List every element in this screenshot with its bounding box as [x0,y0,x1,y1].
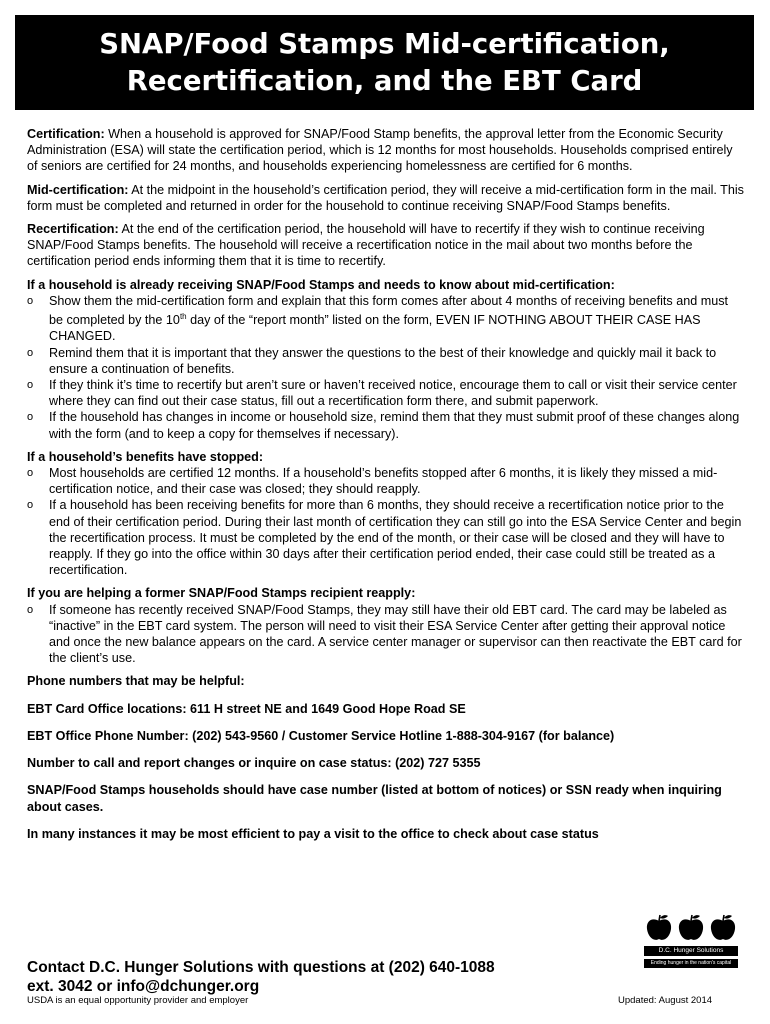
certification-paragraph [27,126,745,175]
contact-block [27,958,587,996]
bullet-text: Most households are certified 12 months. If a household’s benefits stopped after 6 months, it is likely they missed a mid-certification notice, and their case was closed; they should reapply. [49,466,718,497]
list-item [27,497,745,578]
contact-line-2: ext. 3042 or info@dchunger.org [27,978,260,995]
bullet-marker: o [27,379,34,392]
recertification-paragraph [27,221,745,270]
logo-name: D.C. Hunger Solutions [644,946,738,957]
bullet-text: If someone has recently received SNAP/Food Stamps, they may still have their old EBT card. The card may be labeled as “inactive” in the EBT card system. The person will need to visit their ESA Service Center after getting their approval notice and once the new balance appears on the card. A service center manager or supervisor can then reactivate the EBT card for the client’s use. [49,602,742,666]
visit-office-note: In many instances it may be most efficient to pay a visit to the office to check about case status [27,826,599,841]
section-stopped-list [27,465,745,578]
section-midcert-list [27,293,745,442]
superscript: th [179,312,187,322]
midcertification-label: Mid-certification: [27,182,129,197]
section-reapply-heading: If you are helping a former SNAP/Food Stamps recipient reapply: [27,586,416,601]
ebt-office-phone: EBT Office Phone Number: (202) 543-9560 / Customer Service Hotline 1-888-304-9167 (for balance) [27,728,615,743]
bullet-marker: o [27,467,34,480]
certification-text: When a household is approved for SNAP/Food Stamp benefits, the approval letter from the Economic Security Administration (ESA) will state the certification period, which is 12 months for most households. Households comprised entirely of seniors are certified for 24 months, and households experiencing homelessness are certified for 6 months. [27,127,733,174]
bullet-text: Show them the mid-certification form and explain that this form comes after about 4 months of receiving benefits and must be completed by the 10 [49,293,728,328]
section-midcert-heading: If a household is already receiving SNAP/Food Stamps and needs to know about mid-certification: [27,277,615,292]
bullet-marker: o [27,499,34,512]
page-title-line-1: SNAP/Food Stamps Mid-certification, [99,27,670,60]
bullet-text: If the household has changes in income or household size, remind them that they must submit proof of these changes along with the form (and to keep a copy for themselves if necessary). [49,410,740,441]
list-item [27,602,745,667]
contact-line-1: Contact D.C. Hunger Solutions with questions at (202) 640-1088 [27,959,495,976]
ebt-locations: EBT Card Office locations: 611 H street NE and 1649 Good Hope Road SE [27,701,466,716]
list-item [27,345,745,377]
page-title-line-2: Recertification, and the EBT Card [126,64,643,97]
list-item [27,293,745,345]
certification-label: Certification: [27,127,105,141]
title-banner [15,15,754,110]
section-stopped-heading: If a household’s benefits have stopped: [27,449,264,464]
bullet-text: If they think it’s time to recertify but aren’t sure or haven’t received notice, encourage them to call or visit their service center where they can find out their case status, fill out a recertification form there, and submit paperwork. [49,378,737,409]
phones-heading: Phone numbers that may be helpful: [27,674,245,689]
bullet-text: If a household has been receiving benefits for more than 6 months, they should receive a recertification notice prior to the end of their certification period. During their last month of certification they can still go into the ESA Service Center and begin the recertification process. It must be completed by the end of the month, or their case will be closed and they will have to reapply. If they go into the office within 30 days after their certification period ended, their case could still be treated as a recertification. [49,498,742,578]
bullet-text: day of the “report month” listed on the form, EVEN IF NOTHING ABOUT THEIR CASE HAS CHANGED. [49,313,701,344]
dc-hunger-solutions-logo [644,914,738,982]
apple-icon [710,914,736,942]
apple-icon [646,914,672,942]
list-item [27,409,745,441]
usda-statement: USDA is an equal opportunity provider and employer [27,995,249,1006]
recertification-label: Recertification: [27,222,119,237]
bullet-marker: o [27,294,34,307]
midcertification-text: At the midpoint in the household’s certification period, they will receive a mid-certification form in the mail. This form must be completed and returned in order for the household to continue receiving SNAP/Food Stamps benefits. [27,182,744,213]
case-number-note: SNAP/Food Stamps households should have case number (listed at bottom of notices) or SSN ready when inquiring about cases. [27,783,722,814]
list-item [27,465,745,497]
logo-tagline: Ending hunger in the nation's capital [644,959,738,968]
apple-icon [678,914,704,942]
case-status-phone: Number to call and report changes or inquire on case status: (202) 727 5355 [27,756,481,771]
document-body [27,126,745,842]
bullet-marker: o [27,603,34,616]
updated-date: Updated: August 2014 [618,995,713,1006]
recertification-text: At the end of the certification period, the household will have to recertify if they wish to continue receiving SNAP/Food Stamps benefits. The household will receive a recertification notice in the mail about two months before the certification period ends informing them that it is time to recertify. [27,222,705,269]
section-reapply-list [27,602,745,667]
bullet-text: Remind them that it is important that they answer the questions to the best of their knowledge and quickly mail it back to ensure a continuation of benefits. [49,345,717,376]
bullet-marker: o [27,411,34,424]
apples-row [644,914,738,942]
list-item [27,377,745,409]
midcertification-paragraph [27,182,745,214]
bullet-marker: o [27,346,34,359]
